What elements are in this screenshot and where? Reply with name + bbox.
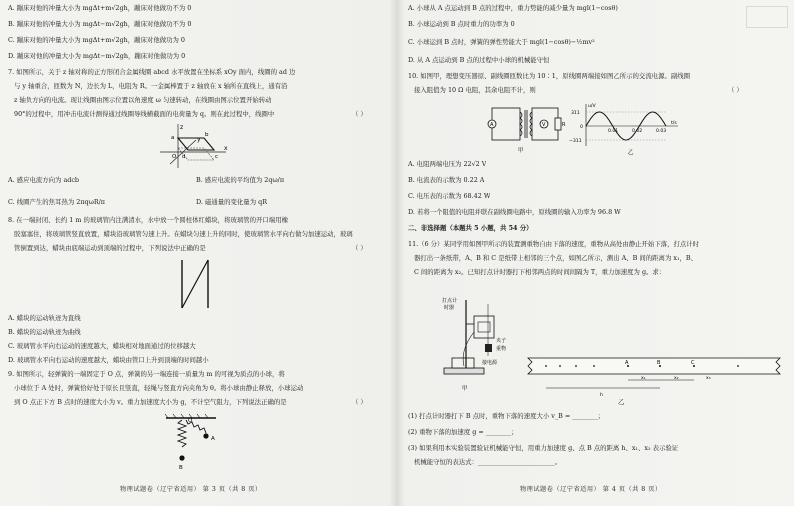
right-page-footer: 物理试题卷（辽宁省适用） 第 4 页（共 8 页） xyxy=(520,486,662,493)
label-x2: x₂ xyxy=(674,376,679,381)
q9-stem-line: 小球位于 A 处时，弹簧恰好处于原长且竖直，轻绳与竖直方向夹角为 θ。将小球由静止释放，小球运动 xyxy=(14,384,304,392)
q7-stem-line: 与 y 轴重合，匝数为 N，边长为 L，电阻为 R。一金属棒置于 z 轴放在 x 轴所在直线上，通有沿 xyxy=(14,82,288,90)
q7-option-a: A. 感应电流方向为 adcb xyxy=(8,176,80,184)
left-page xyxy=(6,0,388,506)
q8-option-c: C. 玻璃管水平向右运动的速度越大，蜡块相对地面通过的位移越大 xyxy=(8,342,196,350)
q11-sub-3: (3) 如果利用本实验装置验证机械能守恒，用重力加速度 g、点 B 点的距离 h、x₁、x₃ 表示验证 xyxy=(408,444,679,452)
q8-stem-line: 胶塞塞住，将玻璃管竖直放置，蜡块沿玻璃管匀速上升。在蜡块匀速上升的同时，使玻璃管水平向右做匀加速运动，玻璃 xyxy=(14,230,353,238)
q9-stem-line: 9. 如图所示，轻弹簧的一端固定于 O 点，弹簧的另一端连接一质量为 m 的可视为质点的小球，将 xyxy=(8,370,285,378)
q11-sub-2: (2) 重物下落的加速度 g = ________； xyxy=(408,428,518,436)
q8-answer-bracket: （ ） xyxy=(352,244,367,252)
tube-diagonal xyxy=(182,260,208,308)
figure-caption-jia: 甲 xyxy=(462,386,468,392)
label-x: x xyxy=(224,145,228,152)
q10-transformer-circuit xyxy=(482,102,566,154)
x-tick: 0.03 xyxy=(656,129,667,134)
q10-voltage-graph xyxy=(568,100,692,156)
q7-answer-bracket: （ ） xyxy=(352,110,367,118)
figure-caption-yi: 乙 xyxy=(628,150,634,156)
q10-option-c: C. 电压表的示数为 68.42 W xyxy=(408,192,491,200)
right-page xyxy=(406,0,790,506)
label-b: b xyxy=(205,132,209,138)
q8-option-a: A. 蜡块的运动轨迹为直线 xyxy=(8,314,81,322)
ball-a xyxy=(203,433,208,438)
q11-stem-line: 器打出一条纸带，A、B 和 C 是纸带上相邻的三个点，如图乙所示，测出 A、B 间的距离为 x₁，B、 xyxy=(414,254,698,262)
label-timer-2: 时器 xyxy=(444,305,455,311)
q8-stem-line: 8. 在一端封闭、长约 1 m 的玻璃管内注满清水，水中放一个圆柱体红蜡块，将玻璃管的开口端用橡 xyxy=(8,216,288,224)
scan-stamp xyxy=(746,6,788,28)
label-z: z xyxy=(180,124,184,131)
timer-box xyxy=(474,316,494,338)
label-b: B xyxy=(657,360,661,366)
q6-option-b: B. 蹦床对他的冲量大小为 mgΔt−m√2gh，蹦床对他做功不为 0 xyxy=(8,20,192,28)
resistor-label: R xyxy=(562,122,566,128)
label-a: a xyxy=(171,135,175,141)
q10-answer-bracket: （ ） xyxy=(728,86,743,94)
figure-caption-jia: 甲 xyxy=(518,148,524,154)
q10-stem-line: 接入阻值为 10 Ω 电阻，其余电阻不计，则 xyxy=(414,86,536,94)
q11-sub-1: (1) 打点计时器打下 B 点时，重物下落的速度大小 v_B = ________； xyxy=(408,412,605,420)
spring-vertical xyxy=(178,420,186,447)
label-x1: x₁ xyxy=(641,376,646,381)
label-d: d xyxy=(182,154,186,160)
label-a: A xyxy=(211,436,215,442)
label-c: C xyxy=(691,360,695,366)
q7-option-d: D. 磁通量的变化量为 qR xyxy=(196,198,268,206)
weight-icon xyxy=(485,344,492,352)
tape-strip xyxy=(528,358,780,374)
label-clip: 夹子 xyxy=(496,338,507,344)
q7-stem-line: 7. 如图所示，关于 z 轴对称的正方形闭合金属线圈 abcd 水平放置在坐标系 xOy 面内，线圈的 ad 边 xyxy=(8,68,296,76)
label-power: 接电源 xyxy=(482,360,498,366)
q10-stem-line: 10. 如图甲，理想变压器原、副线圈匝数比为 10∶1，原线圈两端接如图乙所示的交流电源。副线圈 xyxy=(408,72,691,80)
q8-option-d: D. 玻璃管水平向右运动的速度越大，蜡块由管口上升到顶端的时间越小 xyxy=(8,356,209,364)
label-x3: x₃ xyxy=(706,376,711,381)
q11-stem-line: 11.（6 分）某同学用如图甲所示的装置测重物自由下落的速度，重物从高处由静止开始下落，打点计时 xyxy=(408,240,700,248)
resistor-icon xyxy=(555,118,561,130)
ammeter-label: A xyxy=(490,122,494,128)
label-a: A xyxy=(625,360,629,366)
q8-tube-figure xyxy=(176,256,216,312)
q7-stem-line: z 轴负方向的电流。现让线圈由图示位置以角速度 ω 匀速转动，在线圈由图示位置开始转动 xyxy=(14,96,272,104)
q11-stem-line: C 间的距离为 x₂。已知打点计时器打下相邻两点的时间间隔为 T，重力加速度为 g。求： xyxy=(414,268,666,276)
x-tick: 0.02 xyxy=(632,129,643,134)
figure-caption-yi: 乙 xyxy=(618,398,625,406)
label-b: B xyxy=(179,465,183,471)
q10-option-a: A. 电阻两端电压为 22√2 V xyxy=(408,160,487,168)
q9-option-c: C. 小球运到 B 点时，弹簧的弹性势能大于 mgl(1−cosθ)−½mv² xyxy=(408,38,595,46)
q7-coil-figure xyxy=(156,120,236,172)
q8-stem-line: 管倒置到达，蜡块由底端运动到顶端的过程中，下列说法中正确的是 xyxy=(14,244,206,252)
q11-tape-figure xyxy=(524,352,786,398)
q6-option-d: D. 蹦床对他的冲量大小为 mgΔt−m√2gh，蹦床对他做功为 0 xyxy=(8,52,186,60)
label-c: c xyxy=(215,154,219,160)
q9-spring-figure xyxy=(156,412,226,474)
q8-option-b: B. 蜡块的运动轨迹为曲线 xyxy=(8,328,81,336)
y-tick: 311 xyxy=(571,111,580,116)
q9-stem-line: 到 O 点正下方 B 点时的速度大小为 v。重力加速度大小为 g，不计空气阻力，下列说法正确的是 xyxy=(14,398,287,406)
q9-option-a: A. 小球从 A 点运动到 B 点的过程中，重力势能的减少量为 mgl(1−cosθ) xyxy=(408,4,618,12)
q7-stem-line: 90°的过程中，用冲击电流计测得通过线圈导线横截面的电荷量为 q。则在此过程中，线圈中 xyxy=(14,110,275,118)
q10-option-b: B. 电流表的示数为 0.22 A xyxy=(408,176,485,184)
y-tick: −311 xyxy=(569,139,582,144)
label-y: y xyxy=(197,136,201,143)
label-timer-1: 打点计 xyxy=(442,298,458,304)
label-o: O xyxy=(172,154,177,160)
left-page-footer: 物理试题卷（辽宁省适用） 第 3 页（共 8 页） xyxy=(120,486,262,493)
q9-option-d: D. 从 A 点运动到 B 点的过程中小球的机械能守恒 xyxy=(408,56,550,64)
stand-base xyxy=(444,368,484,374)
q6-option-c: C. 蹦床对他的冲量大小为 mgΔt+m√2gh，蹦床对他做功为 0 xyxy=(8,36,185,44)
label-h: h xyxy=(600,393,603,398)
ball-b xyxy=(179,455,184,460)
voltmeter-label: V xyxy=(542,122,546,128)
y-tick: 0 xyxy=(580,125,583,130)
q10-option-d: D. 若将一个阻值的电阻并联在副线圈电路中，原线圈的输入功率为 96.8 W xyxy=(408,208,621,216)
q9-answer-bracket: （ ） xyxy=(352,398,367,406)
graph-xlabel: t/s xyxy=(671,121,677,126)
section-title: 二、非选择题（本题共 5 小题，共 54 分） xyxy=(408,224,533,232)
q9-option-b: B. 小球运动到 B 点时重力的功率为 0 xyxy=(408,20,515,28)
label-o: O xyxy=(188,418,193,424)
label-weight: 重物 xyxy=(496,346,507,352)
q6-option-a: A. 蹦床对他的冲量大小为 mgΔt+m√2gh，蹦床对他做功不为 0 xyxy=(8,4,192,12)
q7-option-c: C. 线圈产生的焦耳热为 2πqωR/π xyxy=(8,198,106,206)
q7-option-b: B. 感应电流的平均值为 2qω/π xyxy=(196,176,285,184)
q11-sub-3-cont: 机械能守恒的表达式：________________________。 xyxy=(414,458,561,466)
x-tick: 0.01 xyxy=(608,129,619,134)
graph-ylabel: u/V xyxy=(588,104,596,109)
